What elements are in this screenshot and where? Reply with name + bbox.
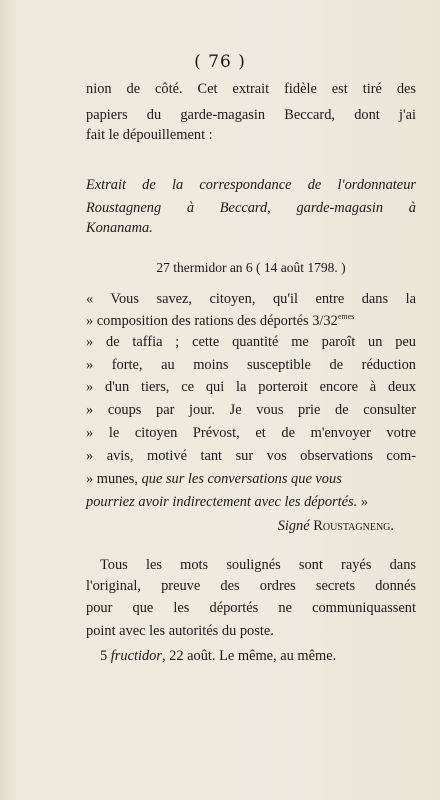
page-number: ( 76 ) xyxy=(194,52,246,72)
closing-line-month: fructidor xyxy=(110,648,162,664)
closing-line-rest: , 22 août. Le même, au même. xyxy=(161,648,337,664)
letter-line-1: « Vous savez, citoyen, qu'il entre dans la xyxy=(86,291,416,307)
letter-line-3: » de taffia ; cette quantité me paroît un peu xyxy=(86,334,416,350)
extract-heading-line-1: Extrait de la correspondance de l'ordonnateur xyxy=(86,177,416,193)
letter-line-6: » coups par jour. Je vous prie de consulter xyxy=(86,402,416,418)
extract-heading-line-3: Konanama. xyxy=(86,220,153,236)
letter-line-2-superscript: emes xyxy=(337,312,355,322)
letter-line-5: » d'un tiers, ce qui la porteroit encore à deux xyxy=(86,379,416,395)
letter-line-7: » le citoyen Prévost, et de m'envoyer votre xyxy=(86,425,416,441)
closing-line xyxy=(100,647,416,665)
letter-line-9-text: » munes, xyxy=(86,471,142,487)
letter-line-10-end: » xyxy=(357,494,369,510)
extract-heading-line-2: Roustagneng à Beccard, garde-magasin à xyxy=(86,200,416,216)
note-line-1: Tous les mots soulignés sont rayés dans xyxy=(100,557,416,573)
note-line-3: pour que les déportés ne communiquassent xyxy=(86,600,416,616)
intro-line-3: fait le dépouillement : xyxy=(86,127,213,143)
intro-line-2: papiers du garde-magasin Beccard, dont j'ai xyxy=(86,107,416,123)
note-line-2: l'original, preuve des ordres secrets donnés xyxy=(86,578,416,594)
letter-line-8: » avis, motivé tant sur vos observations com- xyxy=(86,448,416,464)
letter-line-2-text: » composition des rations des déportés 3/32 xyxy=(86,313,338,329)
closing-line-number: 5 xyxy=(100,648,111,664)
signature-name: Roustagneng. xyxy=(313,518,394,534)
letter-line-10 xyxy=(86,493,416,511)
signature xyxy=(86,517,394,535)
letter-line-9 xyxy=(86,470,416,488)
letter-date: 27 thermidor an 6 ( 14 août 1798. ) xyxy=(156,260,346,275)
letter-line-2 xyxy=(86,312,416,330)
letter-line-9-italic: que sur les conversations que vous xyxy=(141,471,342,487)
intro-line-1: nion de côté. Cet extrait fidèle est tiré des xyxy=(86,81,416,97)
letter-line-10-italic: pourriez avoir indirectement avec les déportés. xyxy=(86,494,358,510)
signature-word: Signé xyxy=(277,518,310,534)
letter-line-4: » forte, au moins susceptible de réduction xyxy=(86,357,416,373)
note-line-4: point avec les autorités du poste. xyxy=(86,623,274,639)
